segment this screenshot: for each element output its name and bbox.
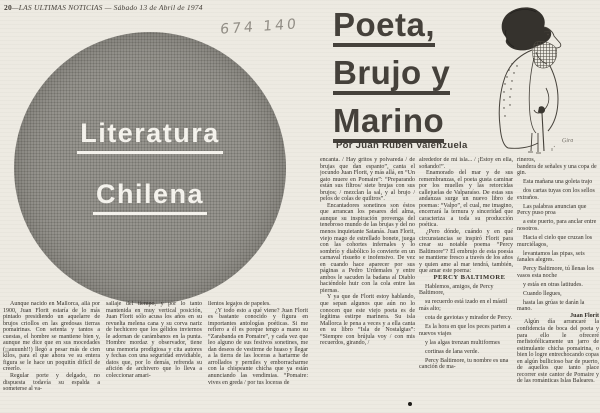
circle-label-chilena: Chilena [14,179,286,215]
article-column-1 [3,301,100,411]
poem-line: a este puerto, para anclar entre nosotros. [517,219,597,232]
article-paragraph: Algún día arrancaré la confidencia de boca del poeta y para ello le ofreceré mefistofélicamente un jarro de estimulante chicha pomairina, o bien lo logre entrechocando copas en algún bullicioso bar de puerto, de aquellos que tanto place recorrer este cantor de Pomaire y de las románticas Islas Baleares. [517,319,599,385]
article-paragraph: ¿Y todo esto a qué viene? Juan Florit es bastante conocido y figura en importantes antologías poéticas. Si me refiero a él es porque tengo a mano su “Zarabanda en Pomaire”, y cada vez que leo alguno de sus festivos sonetines, me dan deseos de vestirme de huaso y llegar a la tierra de las loceras a hartarme de arrollados y perniles y emborracharme con la chispeante chicha que ya están anunciando las vendimias. “Pomaire: vives en greda / por tus loceras de [208,307,308,386]
poem-line: Cuando llegues, [523,290,562,297]
poem-line: bandera de señales y una copa de gin. [517,163,597,177]
article-paragraph: ¿Pero dónde, cuándo y en qué circunstancias se inspiró Florit para crear su notable poema “Percy Baltimore”? El embrujo de esta poesía se mantiene fresco a través de los años y quien ame al mar tendrá, también, que amar este poema: [419,229,513,275]
section-badge-circle [14,32,286,304]
article-paragraph: llentos legajos de papeles. [208,301,271,307]
article-paragraph: encanta. / Hay gritos y polvareda / de brujas que dan espanto”, canta el jocundo Juan Florit, y más allá, en “Un gato muere en Pomaire”: “Preparando están sus filtros/ siete brujas con sus brujos; / mezclan la sal, y al brujo / pelos de colas de quiltros”. [320,157,415,203]
poem-line: Hablemos, amigos, de Percy Baltimore, [419,283,494,297]
page-number: 20 [4,3,12,12]
byline: Por Juan Rubén Valenzuela [336,140,468,151]
headline-line-2: Brujo y [333,55,493,95]
article-column-2 [106,301,202,411]
handwritten-catalog-number: 674 140 [219,16,300,38]
poem-line: hasta las grúas te darán la mano. [517,299,585,313]
caricature-illustration [492,2,600,154]
article-paragraph: Encantadores sonetinos son éstos que arrancan los pesares del alma, aunque su inspiración provenga del tenebroso mundo de las brujas y del no menos inquietante Satanás. Juan Florit, viejo mago de estrellado bonete, juega con las cohortes infernales y lo sombrío y diabólico lo convierte en un carnaval risueño e inofensivo. De vez en cuando hace aparecer por sus páginas a Pedro Urdemales y entre ambos le sacuden la badana al Diablo haciéndole huir con la cola entre las piernas. [320,202,415,294]
poem-line: Las palabras anuncian que Percy puso proa [517,203,587,217]
poem-line: Percy Baltimore, tu nombre es una canción de ma- [419,357,509,371]
illustrator-signature: Gira [561,137,574,145]
article-paragraph: Y ya que de Florit estoy hablando, que sepan algunos que aún no lo conocen que este viejo poeta es de legítima estirpe marinera. Su isla Mallorca le pena a veces y a ella canta en su libro “Isla de Nostalgias”: “Siempre con brújula voy / con mis recuerdos, girando, / [320,294,415,347]
poem-line: Esta mañana una goleta trajo [523,179,593,186]
article-column-4 [320,157,415,410]
poem-line: cortinas de lana verde. [425,348,479,355]
article-headline [333,7,493,151]
subhead-percy-baltimore: PERCY BALTIMORE [433,273,506,281]
poem-line: Es la hora en que los peces parten a nuevos viajes [419,324,511,337]
article-paragraph: Regular porte y delgado, no dispuesta todavía su espalda a someterse al va- [3,373,100,393]
poem-line: su recuerdo está izado en el mástil más alto; [419,299,508,313]
article-paragraph: Enamorado del mar y de sus remembranzas, el poeta gusta caminar por los muelles y las retorcidas callejuelas de Valparaíso. De estas sus andanzas surge un nuevo libro de poemas: “Valpo”, el cual, me imagino, encerrará la ternura y sinceridad que caracteriza a toda su producción poética. [419,170,513,229]
headline-line-3: Marino [333,103,493,143]
circle-label-literatura: Literatura [14,118,286,154]
poem-percy-baltimore-continued [517,157,599,313]
poem-line: Percy Baltimore, tú llenas los vasos esta noche [517,266,594,279]
article-paragraph: Aunque nacido en Mallorca, allá por 1900, Juan Florit estaría de lo más pintado presidiendo un aquelarre de brujos criollos en las gredosas tierras pomairinas. Con setenta y tantos a cuestas, el hombre se mantiene bien y, aunque me dice que en sus mocedades (¡¡auuunh!!) llegó a pesar más de cien kilos, para el que ahora ve su entera figura se le hace un poquitín difícil de creerlo. [3,301,100,373]
poem-percy-baltimore [419,284,513,371]
poem-line: Hacia el cielo que cruzan los murciélagos, [517,234,593,248]
poem-line: dos cartas tuyas con los sellos extraños. [517,188,595,201]
poem-line: cota de gaviotas y mirador de Percy. [425,315,513,322]
end-mark-dot [408,402,412,406]
folio-line [4,3,203,12]
article-column-6 [517,157,599,410]
article-paragraph: alrededor de mi isla... / ¡Estoy en ella, soñando!”. [419,157,513,170]
poem-line: y las algas trenzan multiformes [425,339,500,346]
article-column-3 [208,301,308,411]
poem-attribution: Juan Florit [570,312,599,319]
poem-line: y estás en otras latitudes. [523,281,583,288]
poem-line: levantamos las pipas, seis fanales alegres. [517,250,585,264]
headline-line-1: Poeta, [333,7,493,47]
folio-text: —LAS ULTIMAS NOTICIAS — Sábado 13 de Abril de 1974 [11,3,203,12]
article-paragraph: sallaje del tiempo, y por lo tanto mantenida en muy vertical posición, Juan Florit sólo acusa los años en su revuelta melena cana y su corva nariz de hechicero que los gélidos inviernos le adornan de carámbanos en la punta. Hombre mordaz y observador, tiene una memoria prodigiosa y cita autores y fechas con una seguridad envidiable, datos que, por lo demás, refrenda su afición de archivero que lo lleva a coleccionar amari- [106,301,202,380]
article-column-5 [419,157,513,410]
poem-line: rineros, [517,157,536,163]
